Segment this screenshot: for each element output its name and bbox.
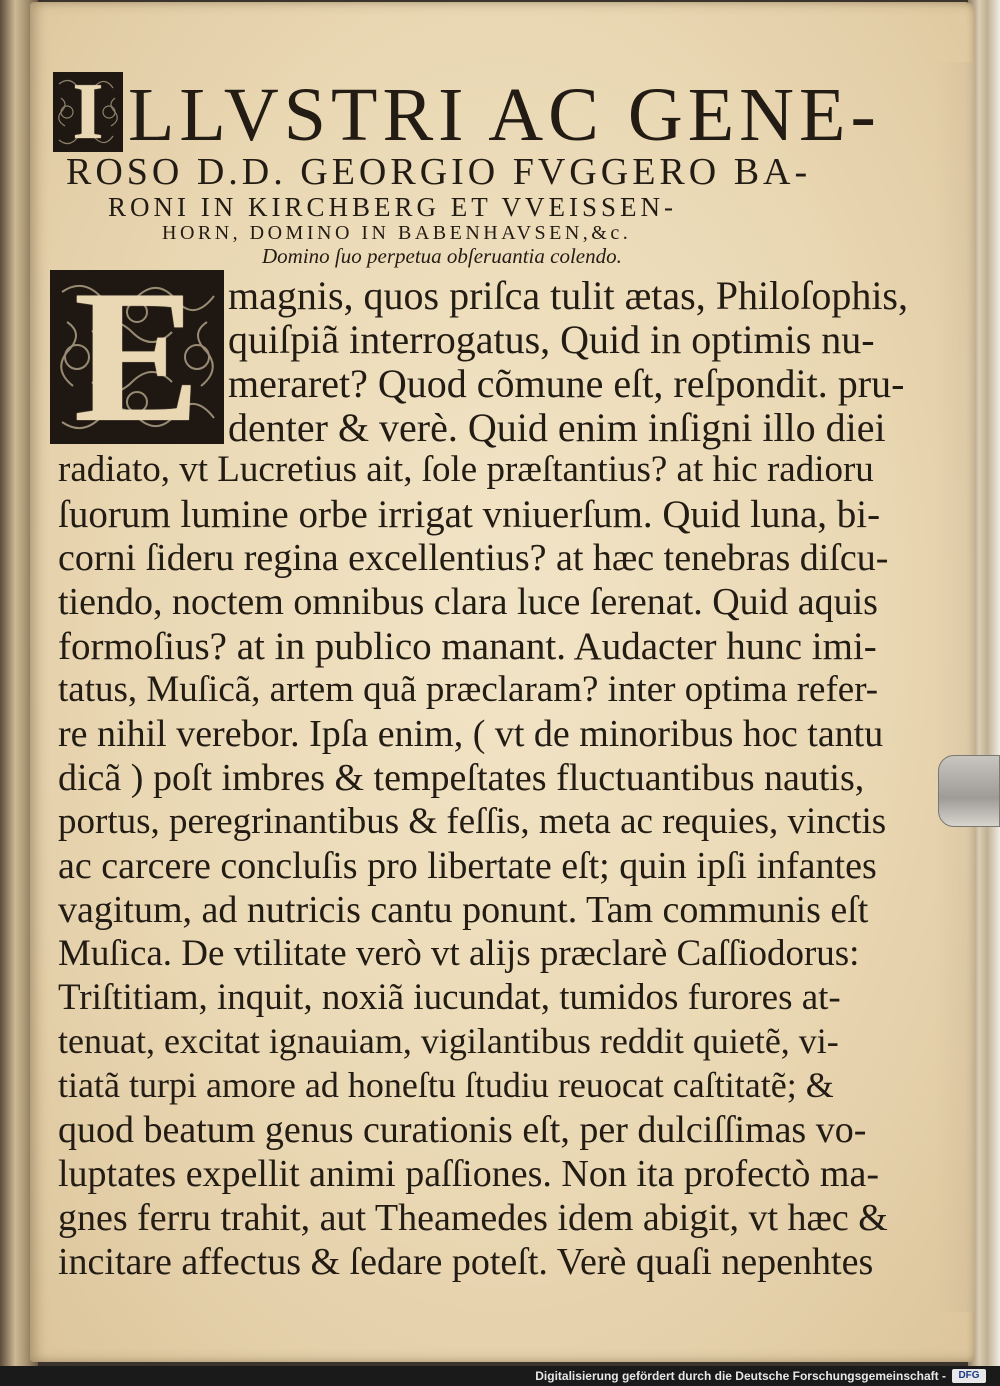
body-line: incitare affectus & ſedare poteſt. Verè quaſi nepenhtes	[58, 1241, 874, 1283]
heading-line-2: ROSO D.D. GEORGIO FVGGERO BA-	[66, 151, 812, 193]
body-line: Muſica. De vtilitate verò vt alijs præclarè Caſſiodorus:	[58, 933, 860, 974]
initial-e-letter: E	[73, 252, 201, 462]
body-line: meraret? Quod cõmune eſt, reſpondit. pru-	[228, 361, 905, 406]
page-clip	[938, 755, 1000, 827]
body-line: ſuorum lumine orbe irrigat vniuerſum. Quid luna, bi-	[58, 493, 881, 536]
decorated-initial-e	[50, 252, 224, 462]
heading-line-1: LLVSTRI AC GENE-	[128, 73, 881, 157]
body-line: gnes ferru trahit, aut Theamedes idem abigit, vt hæc &	[58, 1197, 888, 1239]
body-line: re nihil verebor. Ipſa enim, ( vt de minoribus hoc tantu	[58, 713, 884, 755]
body-line: tenuat, excitat ignauiam, vigilantibus reddit quietẽ, vi-	[58, 1021, 839, 1061]
body-line: tatus, Muſicã, artem quã præclaram? inter optima refer-	[58, 669, 879, 710]
body-line: luptates expellit animi paſſiones. Non ita profectò ma-	[58, 1153, 879, 1195]
body-line: tiendo, noctem omnibus clara luce ſerenat. Quid aquis	[58, 581, 878, 623]
body-line: ac carcere concluſis pro libertate eſt; quin ipſi infantes	[58, 845, 877, 887]
body-line: dicã ) poſt imbres & tempeſtates fluctuantibus nautis,	[58, 757, 865, 799]
body-line: radiato, vt Lucretius ait, ſole præſtantius? at hic radioru	[58, 449, 874, 490]
decorated-initial-i	[53, 68, 123, 156]
ink-bleed	[935, 62, 975, 1312]
body-line: Triſtitiam, inquit, noxiã iucundat, tumidos furores at-	[58, 977, 841, 1018]
digitization-footer	[0, 1366, 1000, 1386]
body-line: corni ſideru regina excellentius? at hæc tenebras diſcu-	[58, 537, 889, 579]
body-line: tiatã turpi amore ad honeſtu ſtudiu reuocat caſtitatẽ; &	[58, 1065, 834, 1105]
footer-credit-text: Digitalisierung gefördert durch die Deutsche Forschungsgemeinschaft -	[535, 1369, 946, 1383]
body-line: vagitum, ad nutricis cantu ponunt. Tam communis eſt	[58, 889, 869, 931]
dfg-logo-icon[interactable]: DFG	[952, 1369, 986, 1383]
heading-line-4: HORN, DOMINO IN BABENHAVSEN,&c.	[162, 222, 632, 244]
body-line: quod beatum genus curationis eſt, per dulciſſimas vo-	[58, 1109, 867, 1151]
heading-dedication: Domino ſuo perpetua obſeruantia colendo.	[262, 244, 622, 268]
initial-i-letter: I	[72, 68, 104, 156]
body-line: formoſius? at in publico manant. Audacter hunc imi-	[58, 625, 877, 668]
body-line: magnis, quos priſca tulit ætas, Philoſophis,	[228, 273, 908, 318]
body-line: quiſpiã interrogatus, Quid in optimis nu-	[228, 317, 875, 362]
body-line: portus, peregrinantibus & feſſis, meta ac requies, vinctis	[58, 801, 887, 842]
heading-line-3: RONI IN KIRCHBERG ET VVEISSEN-	[108, 192, 678, 222]
body-line: denter & verè. Quid enim inſigni illo diei	[228, 405, 886, 450]
